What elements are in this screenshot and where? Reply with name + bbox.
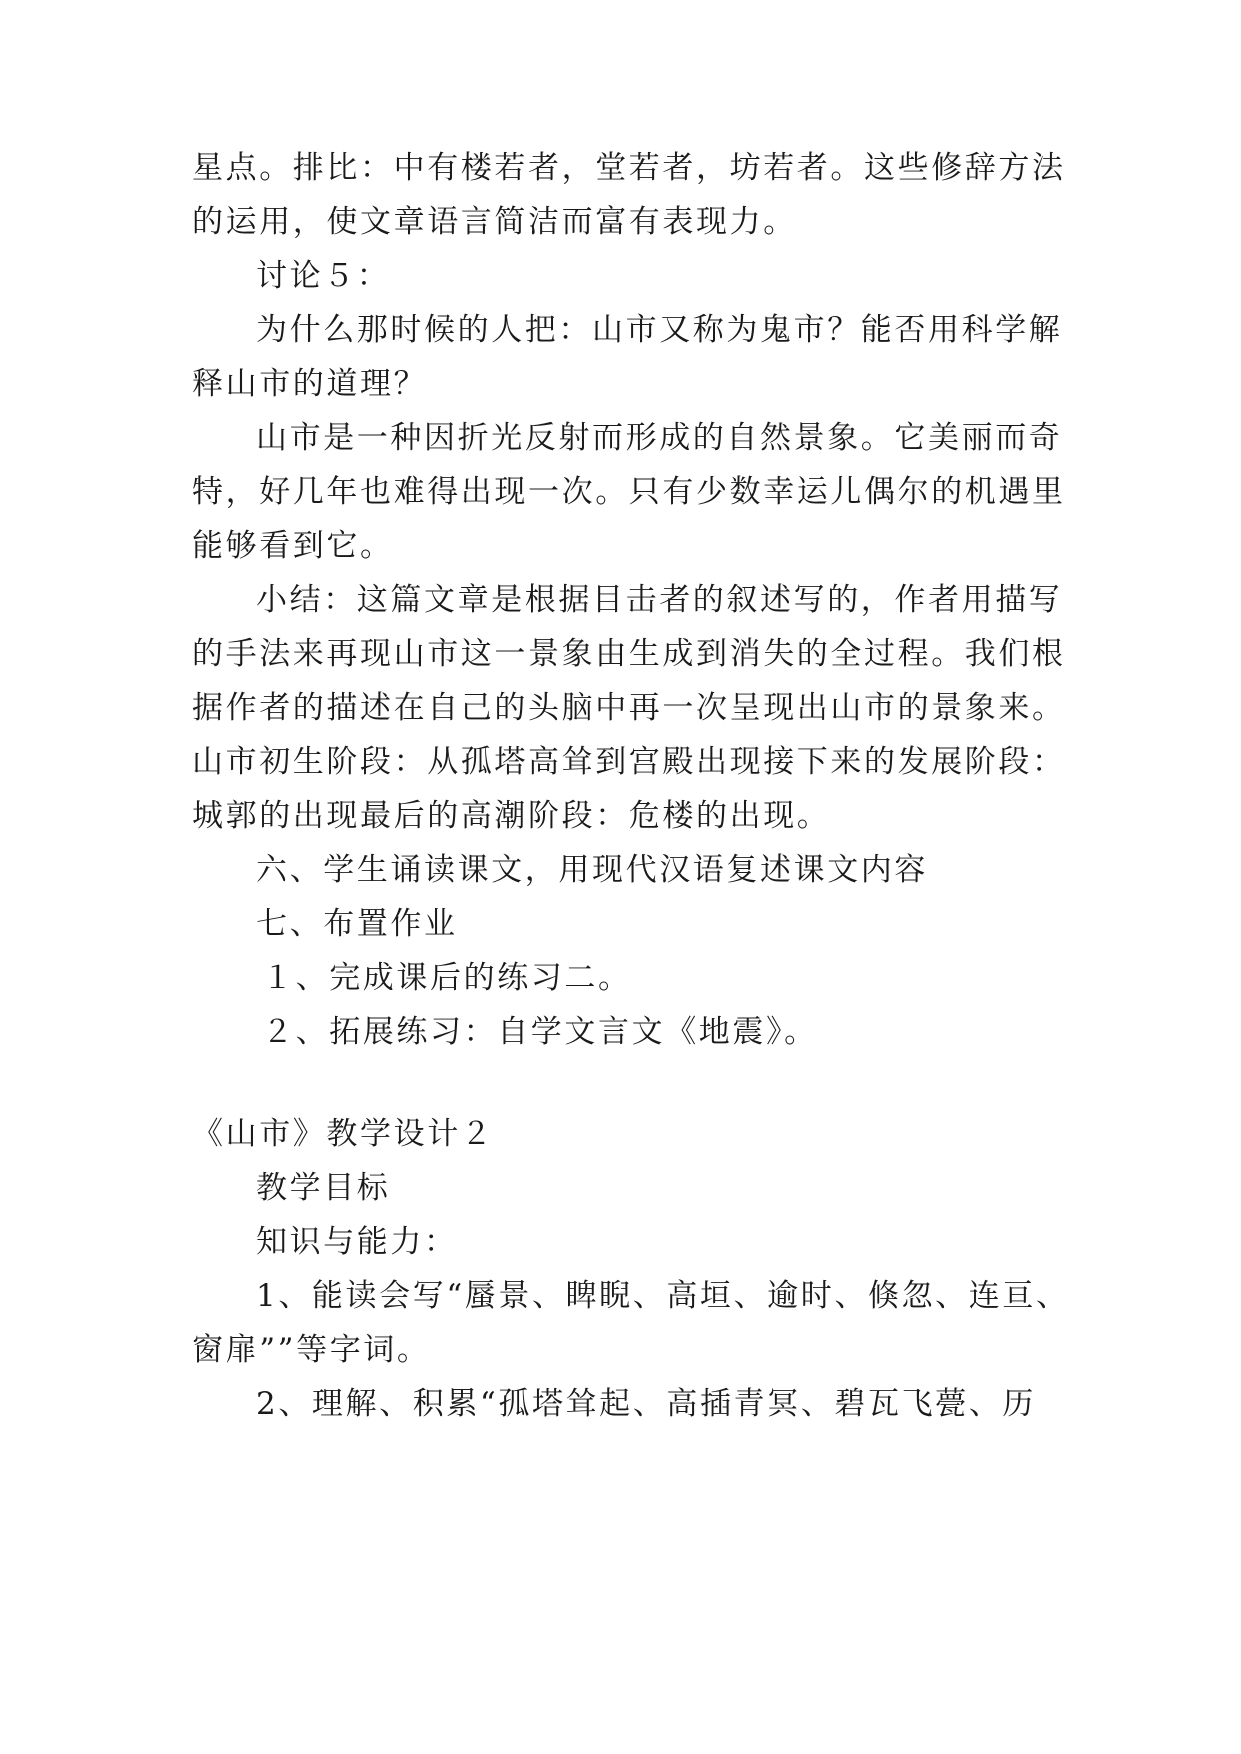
paragraph-line: 据作者的描述在自己的头脑中再一次呈现出山市的景象来。 [192, 690, 1066, 726]
summary-line: 小结：这篇文章是根据目击者的叙述写的，作者用描写 [256, 582, 1063, 618]
homework-item: １、完成课后的练习二。 [262, 960, 632, 996]
objective-item: 1、能读会写“蜃景、睥睨、高垣、逾时、倏忽、连亘、 [256, 1278, 1070, 1314]
paragraph-line: 山市初生阶段：从孤塔高耸到宫殿出现接下来的发展阶段： [192, 744, 1066, 780]
paragraph-line: 山市是一种因折光反射而形成的自然景象。它美丽而奇 [256, 420, 1063, 456]
section-heading: 教学目标 [256, 1170, 391, 1206]
subsection-heading: 知识与能力： [256, 1224, 458, 1260]
paragraph-line: 能够看到它。 [192, 528, 394, 564]
paragraph-line: 窗扉””等字词。 [192, 1332, 431, 1368]
section-heading: 七、布置作业 [256, 906, 458, 942]
paragraph-line: 为什么那时候的人把：山市又称为鬼市？能否用科学解 [256, 312, 1063, 348]
paragraph-line: 释山市的道理？ [192, 366, 428, 402]
paragraph-line: 城郭的出现最后的高潮阶段：危楼的出现。 [192, 798, 831, 834]
paragraph-line: 的运用，使文章语言简洁而富有表现力。 [192, 204, 797, 240]
homework-item: ２、拓展练习：自学文言文《地震》。 [262, 1014, 818, 1050]
lesson-title: 《山市》教学设计２ [192, 1116, 495, 1152]
section-heading: 六、学生诵读课文，用现代汉语复述课文内容 [256, 852, 928, 888]
objective-item: 2、理解、积累“孤塔耸起、高插青冥、碧瓦飞甍、历 [256, 1386, 1036, 1422]
discussion-heading: 讨论５： [256, 258, 391, 294]
paragraph-line: 特，好几年也难得出现一次。只有少数幸运儿偶尔的机遇里 [192, 474, 1066, 510]
paragraph-line: 的手法来再现山市这一景象由生成到消失的全过程。我们根 [192, 636, 1066, 672]
paragraph-line: 星点。排比：中有楼若者，堂若者，坊若者。这些修辞方法 [192, 150, 1066, 186]
